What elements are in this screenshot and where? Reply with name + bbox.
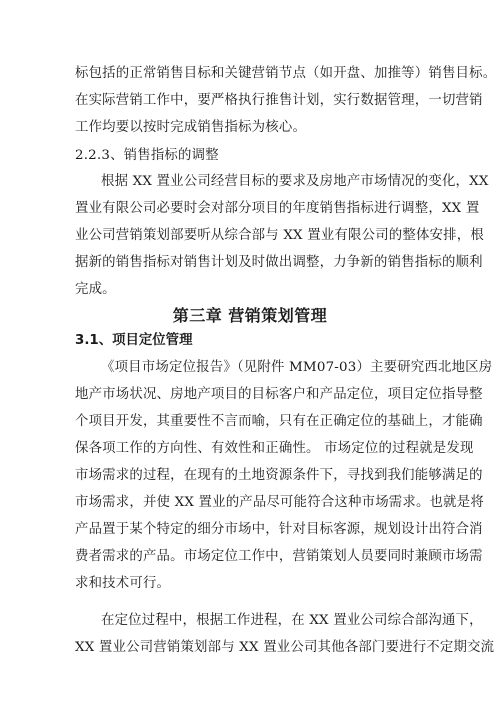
text-line: 业公司营销策划部要听从综合部与 XX 置业有限公司的整体安排，根 [75, 228, 484, 243]
text-line: 地产市场状况、房地产项目的目标客户和产品定位，项目定位指导整 [75, 387, 483, 402]
text-line: XX 置业公司营销策划部与 XX 置业公司其他各部门要进行不定期交流 [75, 640, 495, 655]
section-heading: 3.1、项目定位管理 [75, 333, 193, 348]
text-line: 市场需求的过程，在现有的土地资源条件下，寻找到我们能够满足的 [75, 468, 483, 483]
text-line: 保各项工作的方向性、有效性和正确性。 市场定位的过程就是发现 [75, 441, 474, 456]
text-line: 费者需求的产品。市场定位工作中，营销策划人员要同时兼顾市场需 [75, 549, 483, 564]
text-line: 标包括的正常销售目标和关键营销节点（如开盘、加推等）销售目标。 [75, 66, 497, 81]
text-line: 求和技术可行。 [75, 576, 171, 591]
text-line: 在实际营销工作中，要严格执行推售计划，实行数据管理，一切营销 [75, 93, 483, 108]
text-line: 《项目市场定位报告》（见附件 MM07-03）主要研究西北地区房 [101, 360, 493, 375]
chapter-title: 第三章 营销策划管理 [172, 306, 328, 325]
text-line: 完成。 [75, 282, 116, 297]
subsection-heading: 2.2.3、销售指标的调整 [75, 148, 219, 163]
text-line: 个项目开发，其重要性不言而喻，只有在正确定位的基础上，才能确 [75, 414, 483, 429]
text-line: 工作均要以按时完成销售指标为核心。 [75, 120, 307, 135]
text-line: 根据 XX 置业公司经营目标的要求及房地产市场情况的变化，XX [101, 174, 489, 189]
text-line: 置业有限公司必要时会对部分项目的年度销售指标进行调整，XX 置 [75, 201, 480, 216]
text-line: 产品置于某个特定的细分市场中，针对目标客源，规划设计出符合消 [75, 522, 483, 537]
text-line: 市场需求，并使 XX 置业的产品尽可能符合这种市场需求。也就是将 [75, 495, 484, 510]
text-line: 在定位过程中，根据工作进程，在 XX 置业公司综合部沟通下， [101, 613, 483, 628]
text-line: 据新的销售指标对销售计划及时做出调整，力争新的销售指标的顺利 [75, 255, 483, 270]
